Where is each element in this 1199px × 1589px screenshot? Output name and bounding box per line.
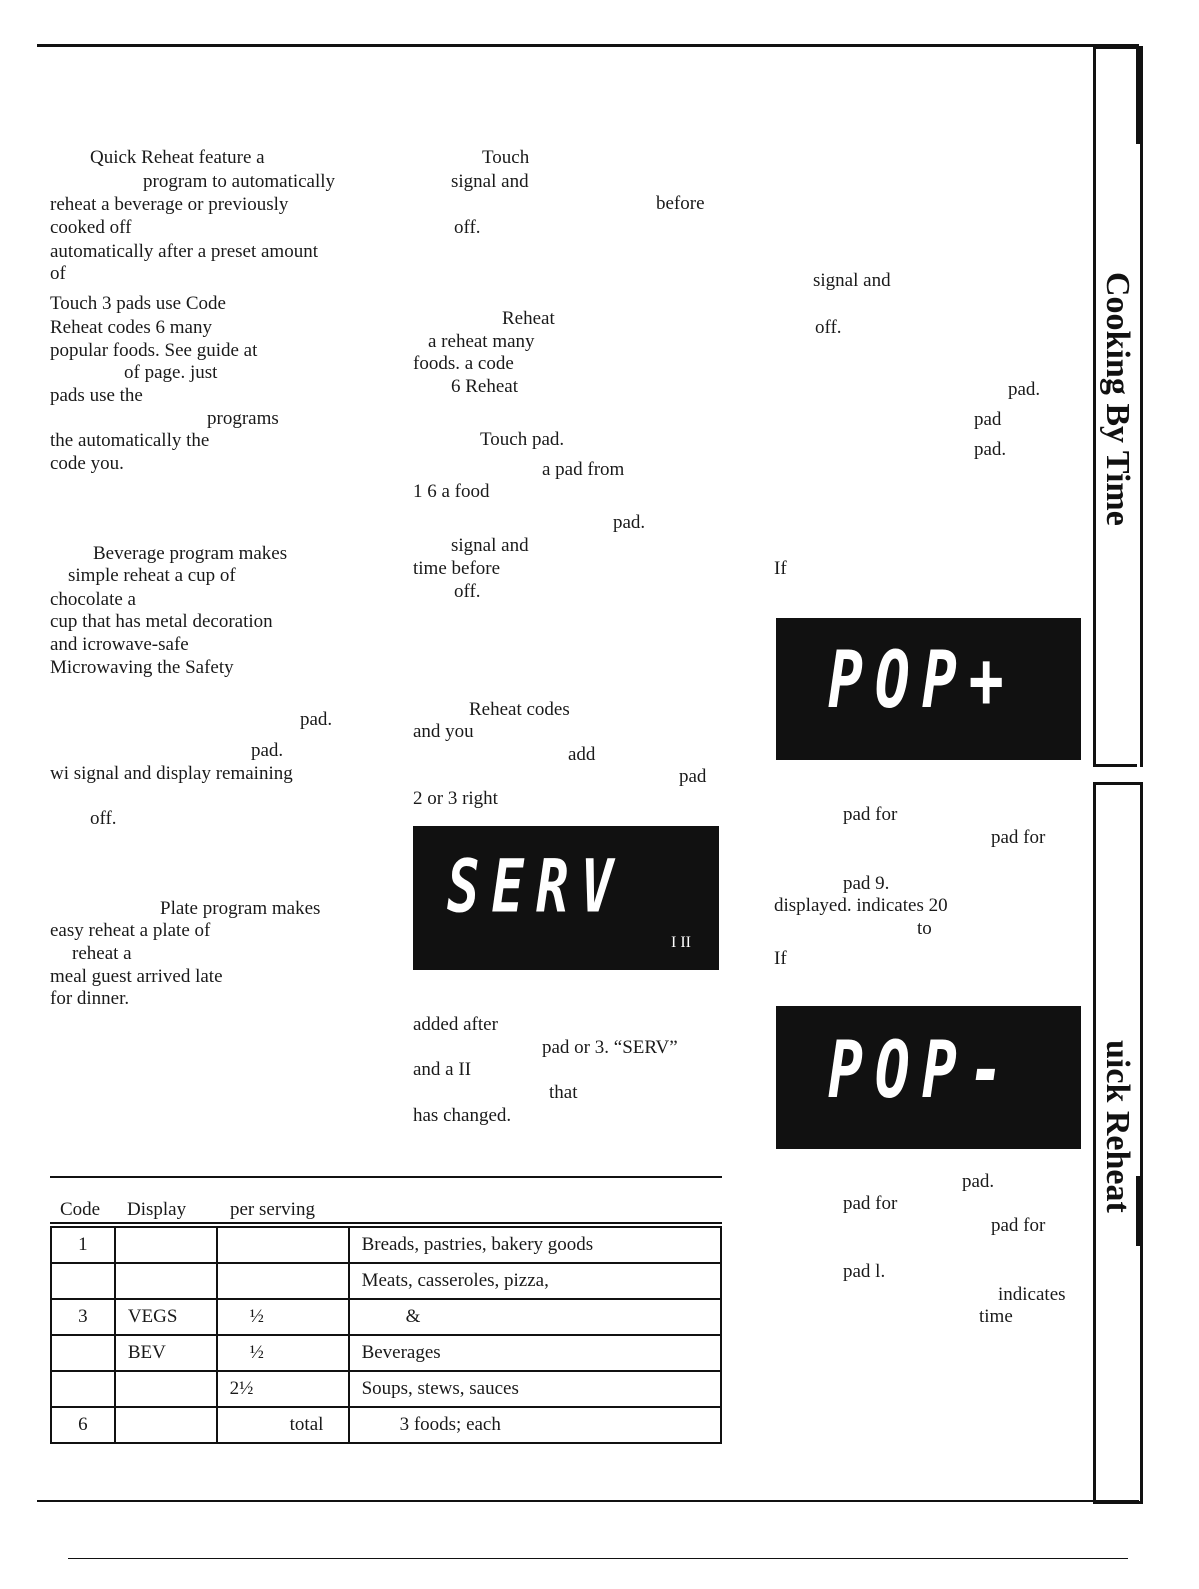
table-row bbox=[51, 1407, 721, 1443]
col1-line: reheat a bbox=[72, 943, 132, 964]
col1-line: simple reheat a cup of bbox=[68, 565, 236, 586]
col2-line: pad bbox=[679, 766, 707, 787]
table-cell-display: BEV bbox=[115, 1335, 217, 1371]
col1-line: pad. bbox=[251, 740, 284, 761]
table-cell-food: & bbox=[349, 1299, 721, 1335]
bottom-rule bbox=[37, 1500, 1139, 1502]
tab-cooking-by-time-mark bbox=[1136, 46, 1140, 144]
col2-line: signal and bbox=[451, 171, 529, 192]
col2-line: has changed. bbox=[413, 1105, 512, 1126]
table-cell-food: Beverages bbox=[349, 1335, 721, 1371]
col1-line: of page. just bbox=[124, 362, 218, 383]
col3-line: off. bbox=[815, 317, 842, 338]
table-cell-display bbox=[115, 1407, 217, 1443]
col1-line: Reheat codes 6 many bbox=[50, 317, 212, 338]
table-header-amount: per serving bbox=[230, 1199, 315, 1220]
col3-line: to bbox=[917, 918, 932, 939]
tab-quick-reheat-label: uick Reheat bbox=[1099, 1040, 1136, 1213]
col3-line: time bbox=[979, 1306, 1013, 1327]
col1-line: Quick Reheat feature a bbox=[90, 147, 265, 168]
table-cell-code: 6 bbox=[51, 1407, 115, 1443]
col2-line: off. bbox=[454, 581, 481, 602]
col1-line: easy reheat a plate of bbox=[50, 920, 211, 941]
col2-line: a pad from bbox=[542, 459, 625, 480]
table-cell-display bbox=[115, 1371, 217, 1407]
col2-line: pad or 3. “SERV” bbox=[542, 1037, 678, 1058]
col3-line: displayed. indicates 20 bbox=[774, 895, 948, 916]
col3-line: If bbox=[774, 948, 787, 969]
table-cell-display: VEGS bbox=[115, 1299, 217, 1335]
col2-line: added after bbox=[413, 1014, 498, 1035]
table-cell-amount: ½ bbox=[217, 1335, 349, 1371]
table-row bbox=[51, 1335, 721, 1371]
pop-minus-display bbox=[776, 1006, 1081, 1149]
col2-line: and you bbox=[413, 721, 474, 742]
table-cell-code bbox=[51, 1335, 115, 1371]
col2-line: time before bbox=[413, 558, 501, 579]
table-cell-code: 3 bbox=[51, 1299, 115, 1335]
table-header-display: Display bbox=[127, 1199, 187, 1220]
col1-line: reheat a beverage or previously bbox=[50, 194, 289, 215]
table-header-code: Code bbox=[60, 1199, 101, 1220]
serv-display-text: SERV bbox=[447, 844, 626, 930]
table-cell-code bbox=[51, 1371, 115, 1407]
col2-line: Touch bbox=[482, 147, 530, 168]
col3-line: If bbox=[774, 558, 787, 579]
table-row bbox=[51, 1263, 721, 1299]
col3-line: pad l. bbox=[843, 1261, 886, 1282]
pop-minus-display-text: POP- bbox=[828, 1024, 1016, 1116]
col3-line: pad. bbox=[1008, 379, 1041, 400]
pop-plus-display bbox=[776, 618, 1081, 760]
col1-line: automatically after a preset amount bbox=[50, 241, 318, 262]
table-cell-amount bbox=[217, 1227, 349, 1263]
table-cell-display bbox=[115, 1263, 217, 1299]
table-top-rule bbox=[50, 1176, 722, 1178]
table-cell-food: Soups, stews, sauces bbox=[349, 1371, 721, 1407]
col3-line: pad. bbox=[974, 439, 1007, 460]
table-cell-food: 3 foods; each bbox=[349, 1407, 721, 1443]
col3-line: pad for bbox=[991, 1215, 1046, 1236]
col1-line: wi signal and display remaining bbox=[50, 763, 293, 784]
col2-line: that bbox=[549, 1082, 578, 1103]
col3-line: pad. bbox=[962, 1171, 995, 1192]
col3-line: pad for bbox=[843, 804, 898, 825]
col2-line: 2 or 3 right bbox=[413, 788, 498, 809]
table-row bbox=[51, 1227, 721, 1263]
col1-line: pads use the bbox=[50, 385, 143, 406]
col2-line: Reheat bbox=[502, 308, 555, 329]
col1-line: pad. bbox=[300, 709, 333, 730]
col2-line: before bbox=[656, 193, 705, 214]
table-cell-amount: ½ bbox=[217, 1299, 349, 1335]
col2-line: Reheat codes bbox=[469, 699, 570, 720]
col2-line: Touch pad. bbox=[480, 429, 565, 450]
table-row bbox=[51, 1371, 721, 1407]
col3-line: pad for bbox=[991, 827, 1046, 848]
col1-line: Microwaving the Safety bbox=[50, 657, 234, 678]
col1-line: programs bbox=[207, 408, 279, 429]
table-header-rule bbox=[50, 1222, 722, 1224]
col1-line: Touch 3 pads use Code bbox=[50, 293, 226, 314]
reheat-codes-table bbox=[50, 1226, 722, 1444]
col2-line: signal and bbox=[451, 535, 529, 556]
col2-line: off. bbox=[454, 217, 481, 238]
col1-line: and icrowave-safe bbox=[50, 634, 189, 655]
col1-line: Beverage program makes bbox=[93, 543, 288, 564]
col1-line: popular foods. See guide at bbox=[50, 340, 258, 361]
tab-cooking-by-time-bottom bbox=[1093, 764, 1137, 767]
serv-display-indicator: I II bbox=[671, 934, 691, 951]
table-cell-food: Meats, casseroles, pizza, bbox=[349, 1263, 721, 1299]
col1-line: chocolate a bbox=[50, 589, 136, 610]
col2-line: foods. a code bbox=[413, 353, 514, 374]
col3-line: pad for bbox=[843, 1193, 898, 1214]
serv-display bbox=[413, 826, 719, 970]
col1-line: off. bbox=[90, 808, 117, 829]
col1-line: code you. bbox=[50, 453, 124, 474]
col1-line: cooked off bbox=[50, 217, 132, 238]
col3-line: indicates bbox=[998, 1284, 1066, 1305]
col3-line: pad bbox=[974, 409, 1002, 430]
pop-plus-display-text: POP+ bbox=[828, 634, 1016, 726]
footer-rule bbox=[68, 1558, 1128, 1559]
col1-line: of bbox=[50, 263, 66, 284]
table-cell-food: Breads, pastries, bakery goods bbox=[349, 1227, 721, 1263]
tab-cooking-by-time-label: Cooking By Time bbox=[1099, 272, 1136, 526]
col2-line: a reheat many bbox=[428, 331, 535, 352]
table-cell-amount: 2½ bbox=[217, 1371, 349, 1407]
col1-line: the automatically the bbox=[50, 430, 210, 451]
table-cell-code: 1 bbox=[51, 1227, 115, 1263]
col2-line: add bbox=[568, 744, 596, 765]
col2-line: pad. bbox=[613, 512, 646, 533]
table-cell-amount bbox=[217, 1263, 349, 1299]
top-rule bbox=[37, 44, 1139, 47]
table-cell-code bbox=[51, 1263, 115, 1299]
table-cell-amount: total bbox=[217, 1407, 349, 1443]
col1-line: for dinner. bbox=[50, 988, 130, 1009]
tab-quick-reheat-mark bbox=[1136, 1176, 1140, 1246]
col1-line: program to automatically bbox=[143, 171, 336, 192]
col1-line: cup that has metal decoration bbox=[50, 611, 273, 632]
col2-line: 6 Reheat bbox=[451, 376, 519, 397]
table-cell-display bbox=[115, 1227, 217, 1263]
col1-line: Plate program makes bbox=[160, 898, 321, 919]
col3-line: signal and bbox=[813, 270, 891, 291]
col1-line: meal guest arrived late bbox=[50, 966, 223, 987]
col2-line: 1 6 a food bbox=[413, 481, 490, 502]
table-row bbox=[51, 1299, 721, 1335]
col3-line: pad 9. bbox=[843, 873, 890, 894]
col2-line: and a II bbox=[413, 1059, 472, 1080]
